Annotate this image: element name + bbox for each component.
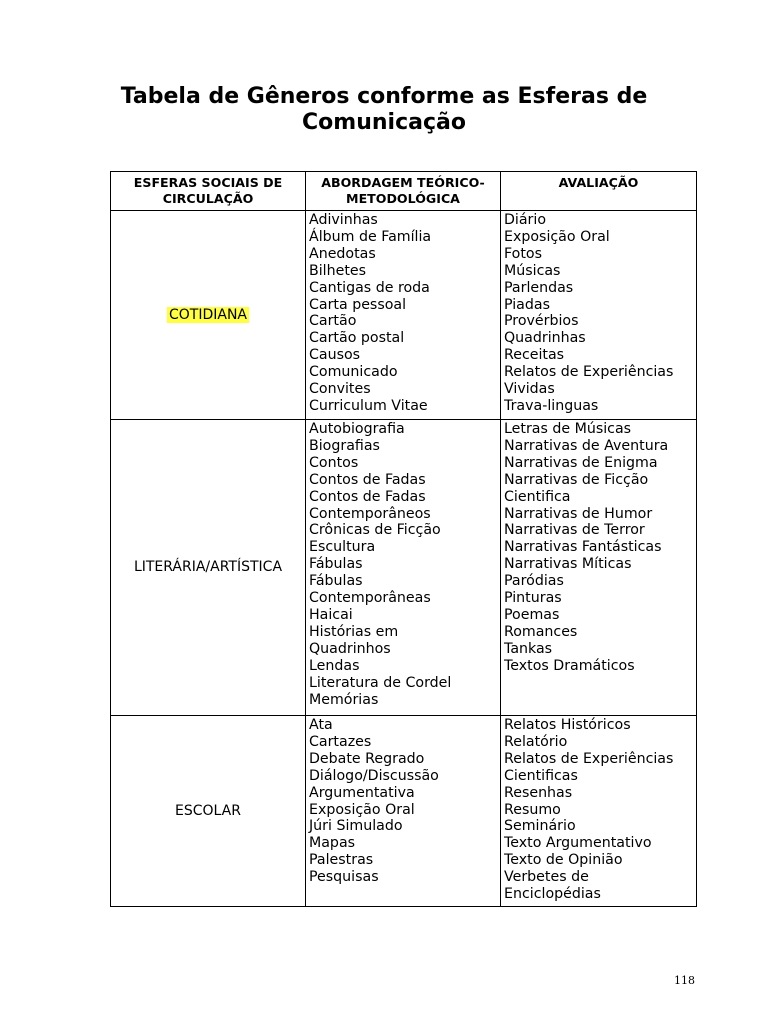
list-item: Comunicado (309, 364, 398, 381)
list-item: Escultura (309, 539, 376, 556)
sphere-cell (111, 211, 306, 420)
list-item: Ata (309, 717, 333, 733)
list-item: Diário (504, 212, 547, 228)
list-item: Narrativas de Enigma (504, 454, 658, 471)
list-item: Histórias em (309, 623, 399, 640)
list-item: Cartão postal (309, 330, 405, 347)
list-item: Quadrinhas (504, 330, 586, 347)
list-item: Contos de Fadas (309, 488, 426, 505)
list-item: Haicai (309, 606, 353, 623)
list-item: Contemporâneos (309, 505, 431, 522)
sphere-cell (111, 420, 306, 716)
list-item: Relatório (504, 733, 568, 750)
abordagem-cell (306, 211, 501, 420)
list-item: Resenhas (504, 784, 573, 801)
list-item: Exposição Oral (504, 228, 610, 245)
list-item: Tankas (504, 640, 553, 657)
list-item: Argumentativa (309, 784, 415, 801)
list-item: Cientifica (504, 488, 571, 505)
list-item: Memórias (309, 691, 379, 708)
abordagem-list (309, 212, 497, 415)
list-item: Piadas (504, 296, 550, 313)
page-number: 118 (674, 974, 695, 987)
list-item: Crônicas de Ficção (309, 522, 441, 539)
header-abordagem: ABORDAGEM TEÓRICO-METODOLÓGICA (306, 172, 501, 211)
avaliacao-list (504, 421, 693, 675)
list-item: Narrativas de Ficção (504, 471, 649, 488)
list-item: Quadrinhos (309, 640, 391, 657)
list-item: Músicas (504, 262, 561, 279)
list-item: Contemporâneas (309, 590, 431, 607)
table-row-escolar (111, 716, 697, 907)
list-item: Convites (309, 381, 371, 398)
list-item: Textos Dramáticos (504, 657, 635, 674)
list-item: Cartão (309, 313, 357, 330)
table-header-row (111, 172, 697, 211)
list-item: Curriculum Vitae (309, 397, 428, 414)
list-item: Júri Simulado (309, 818, 403, 835)
list-item: Seminário (504, 818, 576, 835)
list-item: Relatos de Experiências (504, 364, 674, 381)
avaliacao-list (504, 717, 693, 903)
list-item: Resumo (504, 801, 561, 818)
list-item: Narrativas Fantásticas (504, 539, 662, 556)
sphere-cell (111, 716, 306, 907)
list-item: Pinturas (504, 590, 562, 607)
header-avaliacao: AVALIAÇÃO (501, 172, 697, 211)
list-item: Romances (504, 623, 578, 640)
list-item: Diálogo/Discussão (309, 767, 439, 784)
list-item: Cientificas (504, 767, 578, 784)
list-item: Autobiografia (309, 421, 405, 437)
list-item: Cantigas de roda (309, 279, 430, 296)
list-item: Causos (309, 347, 361, 364)
list-item: Narrativas de Terror (504, 522, 645, 539)
avaliacao-list (504, 212, 693, 415)
list-item: Bilhetes (309, 262, 367, 279)
list-item: Texto Argumentativo (504, 835, 652, 852)
list-item: Contos (309, 454, 359, 471)
list-item: Narrativas Míticas (504, 556, 632, 573)
list-item: Debate Regrado (309, 750, 425, 767)
list-item: Lendas (309, 657, 360, 674)
sphere-label-cotidiana: COTIDIANA (168, 306, 247, 323)
list-item: Fotos (504, 245, 542, 262)
list-item: Paródias (504, 573, 564, 590)
list-item: Receitas (504, 347, 565, 364)
page-title: Tabela de Gêneros conforme as Esferas de Comunicação (120, 84, 648, 135)
list-item: Adivinhas (309, 212, 378, 228)
list-item: Exposição Oral (309, 801, 415, 818)
avaliacao-cell (501, 211, 697, 420)
list-item: Vividas (504, 381, 555, 398)
list-item: Parlendas (504, 279, 574, 296)
abordagem-list (309, 421, 497, 708)
avaliacao-cell (501, 420, 697, 716)
list-item: Pesquisas (309, 869, 379, 886)
list-item: Carta pessoal (309, 296, 407, 313)
list-item: Anedotas (309, 245, 376, 262)
list-item: Texto de Opinião (504, 852, 623, 869)
list-item: Verbetes de (504, 869, 589, 886)
header-esferas: ESFERAS SOCIAIS DE CIRCULAÇÃO (111, 172, 306, 211)
genres-table (110, 171, 697, 907)
list-item: Relatos Históricos (504, 717, 631, 733)
sphere-label-escolar: ESCOLAR (175, 802, 241, 819)
abordagem-list (309, 717, 497, 886)
list-item: Biografias (309, 437, 380, 454)
list-item: Enciclopédias (504, 886, 601, 903)
list-item: Fábulas (309, 573, 363, 590)
avaliacao-cell (501, 716, 697, 907)
list-item: Contos de Fadas (309, 471, 426, 488)
list-item: Letras de Músicas (504, 421, 632, 437)
list-item: Fábulas (309, 556, 363, 573)
list-item: Provérbios (504, 313, 579, 330)
list-item: Trava-linguas (504, 397, 599, 414)
sphere-label-literaria: LITERÁRIA/ARTÍSTICA (133, 559, 283, 576)
list-item: Cartazes (309, 733, 372, 750)
table-row-literaria (111, 420, 697, 716)
list-item: Mapas (309, 835, 356, 852)
list-item: Palestras (309, 852, 374, 869)
list-item: Literatura de Cordel (309, 674, 452, 691)
list-item: Narrativas de Aventura (504, 437, 669, 454)
abordagem-cell (306, 420, 501, 716)
list-item: Relatos de Experiências (504, 750, 674, 767)
table-row-cotidiana (111, 211, 697, 420)
list-item: Poemas (504, 606, 560, 623)
abordagem-cell (306, 716, 501, 907)
list-item: Álbum de Família (309, 228, 432, 245)
list-item: Narrativas de Humor (504, 505, 653, 522)
